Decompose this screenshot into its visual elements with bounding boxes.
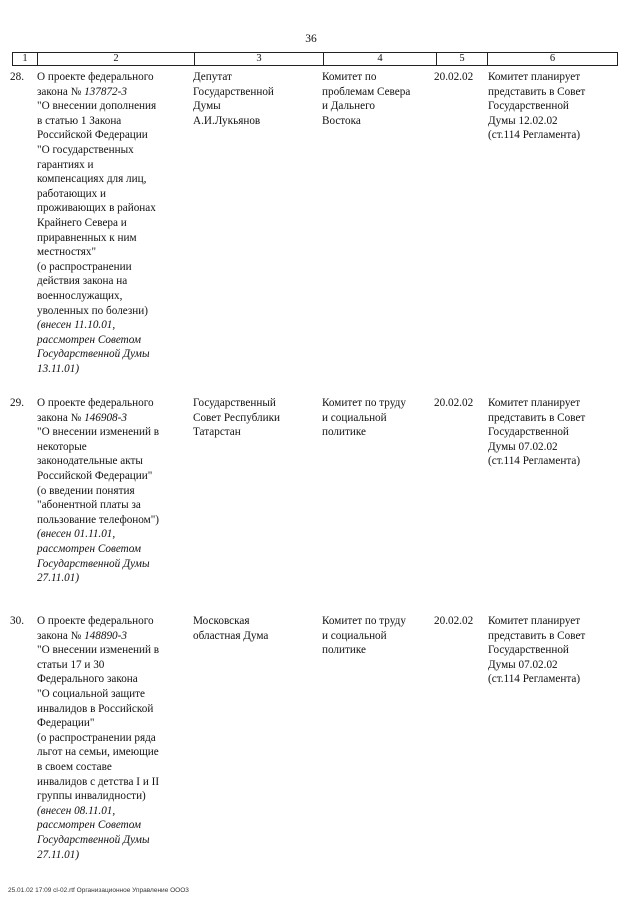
entry-initiator-line: Татарстан: [193, 426, 241, 439]
title-line: компенсациях для лиц,: [37, 173, 147, 186]
entry-committee: [322, 614, 432, 658]
title-line: 27.11.01): [37, 848, 80, 861]
entry-note-line: Комитет планирует: [488, 397, 581, 409]
entry-initiator-line: Государственный: [193, 397, 276, 409]
title-line: в своем составе: [37, 760, 112, 773]
page-number: 36: [305, 33, 317, 45]
title-line: О проекте федерального: [37, 71, 154, 83]
title-line: закона № 148890-3: [37, 629, 127, 642]
entry-initiator-line: Московская: [193, 615, 250, 627]
title-line: Крайнего Севера и: [37, 216, 127, 229]
title-line: рассмотрен Советом: [37, 542, 142, 555]
entry-number: 30.: [10, 615, 24, 627]
table-header-row: [12, 52, 618, 66]
title-line: "О государственных: [37, 143, 134, 156]
entry-note-line: Думы 07.02.02: [488, 440, 558, 453]
title-line: (внесен 01.11.01,: [37, 528, 116, 541]
title-line: военнослужащих,: [37, 289, 123, 302]
entry-committee-line: политике: [322, 644, 367, 657]
title-line: Федерации": [37, 717, 95, 730]
entry-committee-line: и социальной: [322, 629, 387, 642]
title-line: работающих и: [37, 187, 107, 200]
title-line: "абонентной платы за: [37, 499, 141, 512]
entry-initiator: [193, 70, 319, 128]
title-line: статьи 17 и 30: [37, 658, 105, 671]
title-line: Российской Федерации: [37, 129, 148, 142]
entry-initiator-line: областная Дума: [193, 629, 269, 642]
title-line: льгот на семьи, имеющие: [37, 746, 159, 759]
title-line: проживающих в районах: [37, 202, 156, 215]
title-line: 27.11.01): [37, 572, 80, 585]
entry-committee-line: и Дальнего: [322, 100, 376, 113]
entry-note-line: Государственной: [488, 100, 569, 113]
entry-initiator: [193, 396, 319, 440]
entry-initiator-line: Государственной: [193, 85, 274, 98]
entry-note-line: Государственной: [488, 426, 569, 439]
entry-note-line: (ст.114 Регламента): [488, 455, 581, 468]
entry-initiator-line: Депутат: [193, 71, 232, 83]
entry-number: 28.: [10, 71, 24, 83]
title-line: Федерального закона: [37, 673, 138, 686]
entry-title: [37, 70, 189, 376]
entry-date: 20.02.02: [434, 615, 474, 627]
header-cell-1: 1: [22, 53, 28, 64]
entry-note: [488, 614, 618, 687]
entry-title: [37, 396, 189, 586]
entry-date: 20.02.02: [434, 397, 474, 409]
entry-note: [488, 396, 618, 469]
entry-committee-line: политике: [322, 426, 367, 439]
title-line: (о распространении: [37, 260, 132, 273]
title-line: местностях": [37, 246, 97, 259]
title-line: Государственной Думы: [37, 348, 150, 361]
entry-note-line: Государственной: [488, 644, 569, 657]
entry-note-line: представить в Совет: [488, 629, 586, 642]
title-line: "О внесении дополнения: [37, 100, 157, 113]
title-line: инвалидов в Российской: [37, 702, 154, 715]
entry-committee: [322, 396, 432, 440]
footer-stamp: 25.01.02 17:09 cl-02.rtf Организационное Управление ООО3: [8, 887, 189, 894]
title-line: "О внесении изменений в: [37, 426, 160, 439]
entry-committee-line: Комитет по труду: [322, 615, 406, 627]
entry-committee-line: проблемам Севера: [322, 85, 411, 98]
title-line: Российской Федерации": [37, 469, 153, 482]
title-line: О проекте федерального: [37, 397, 154, 409]
title-line: действия закона на: [37, 275, 128, 288]
entry-initiator-line: А.И.Лукьянов: [193, 114, 261, 127]
title-line: О проекте федерального: [37, 615, 154, 627]
entry-committee-line: Востока: [322, 114, 361, 127]
entry-committee-line: Комитет по труду: [322, 397, 406, 409]
title-line: (внесен 08.11.01,: [37, 804, 116, 817]
header-cell-5: 5: [459, 53, 465, 64]
header-cell-3: 3: [256, 53, 262, 64]
header-cell-6: 6: [549, 53, 556, 64]
entry-initiator: [193, 614, 319, 643]
title-line: группы инвалидности): [37, 790, 146, 803]
title-line: инвалидов с детства I и II: [37, 775, 160, 788]
entry-note-line: Комитет планирует: [488, 71, 581, 83]
title-line: закона № 137872-3: [37, 85, 127, 98]
entry-note-line: представить в Совет: [488, 85, 586, 98]
title-line: приравненных к ним: [37, 231, 137, 244]
title-line: (о введении понятия: [37, 484, 135, 497]
title-line: закона № 146908-3: [37, 411, 127, 424]
entry-note-line: (ст.114 Регламента): [488, 129, 581, 142]
entry-note: [488, 70, 618, 143]
title-line: Государственной Думы: [37, 833, 150, 846]
entry-committee: [322, 70, 432, 128]
title-line: рассмотрен Советом: [37, 819, 142, 832]
title-line: некоторые: [37, 440, 87, 453]
title-line: 13.11.01): [37, 362, 80, 375]
title-line: законодательные акты: [37, 455, 143, 468]
entry-number: 29.: [10, 397, 24, 409]
entry-note-line: (ст.114 Регламента): [488, 673, 581, 686]
entry-initiator-line: Совет Республики: [193, 411, 281, 424]
entry-note-line: представить в Совет: [488, 411, 586, 424]
entry-note-line: Думы 07.02.02: [488, 658, 558, 671]
title-line: (о распространении ряда: [37, 731, 156, 744]
title-line: пользование телефоном"): [37, 513, 160, 526]
title-line: Государственной Думы: [37, 557, 150, 570]
title-line: "О внесении изменений в: [37, 644, 160, 657]
entry-note-line: Думы 12.02.02: [488, 114, 558, 127]
entry-date: 20.02.02: [434, 71, 474, 83]
title-line: гарантиях и: [37, 158, 94, 171]
title-line: (внесен 11.10.01,: [37, 319, 116, 332]
entry-initiator-line: Думы: [193, 100, 221, 113]
entry-title: [37, 614, 189, 862]
entry-committee-line: и социальной: [322, 411, 387, 424]
title-line: в статью 1 Закона: [37, 114, 122, 127]
entry-note-line: Комитет планирует: [488, 615, 581, 627]
title-line: уволенных по болезни): [37, 304, 148, 317]
header-cell-2: 2: [113, 53, 119, 64]
title-line: рассмотрен Советом: [37, 333, 142, 346]
header-cell-4: 4: [377, 53, 383, 64]
title-line: "О социальной защите: [37, 687, 145, 700]
entry-committee-line: Комитет по: [322, 71, 377, 83]
